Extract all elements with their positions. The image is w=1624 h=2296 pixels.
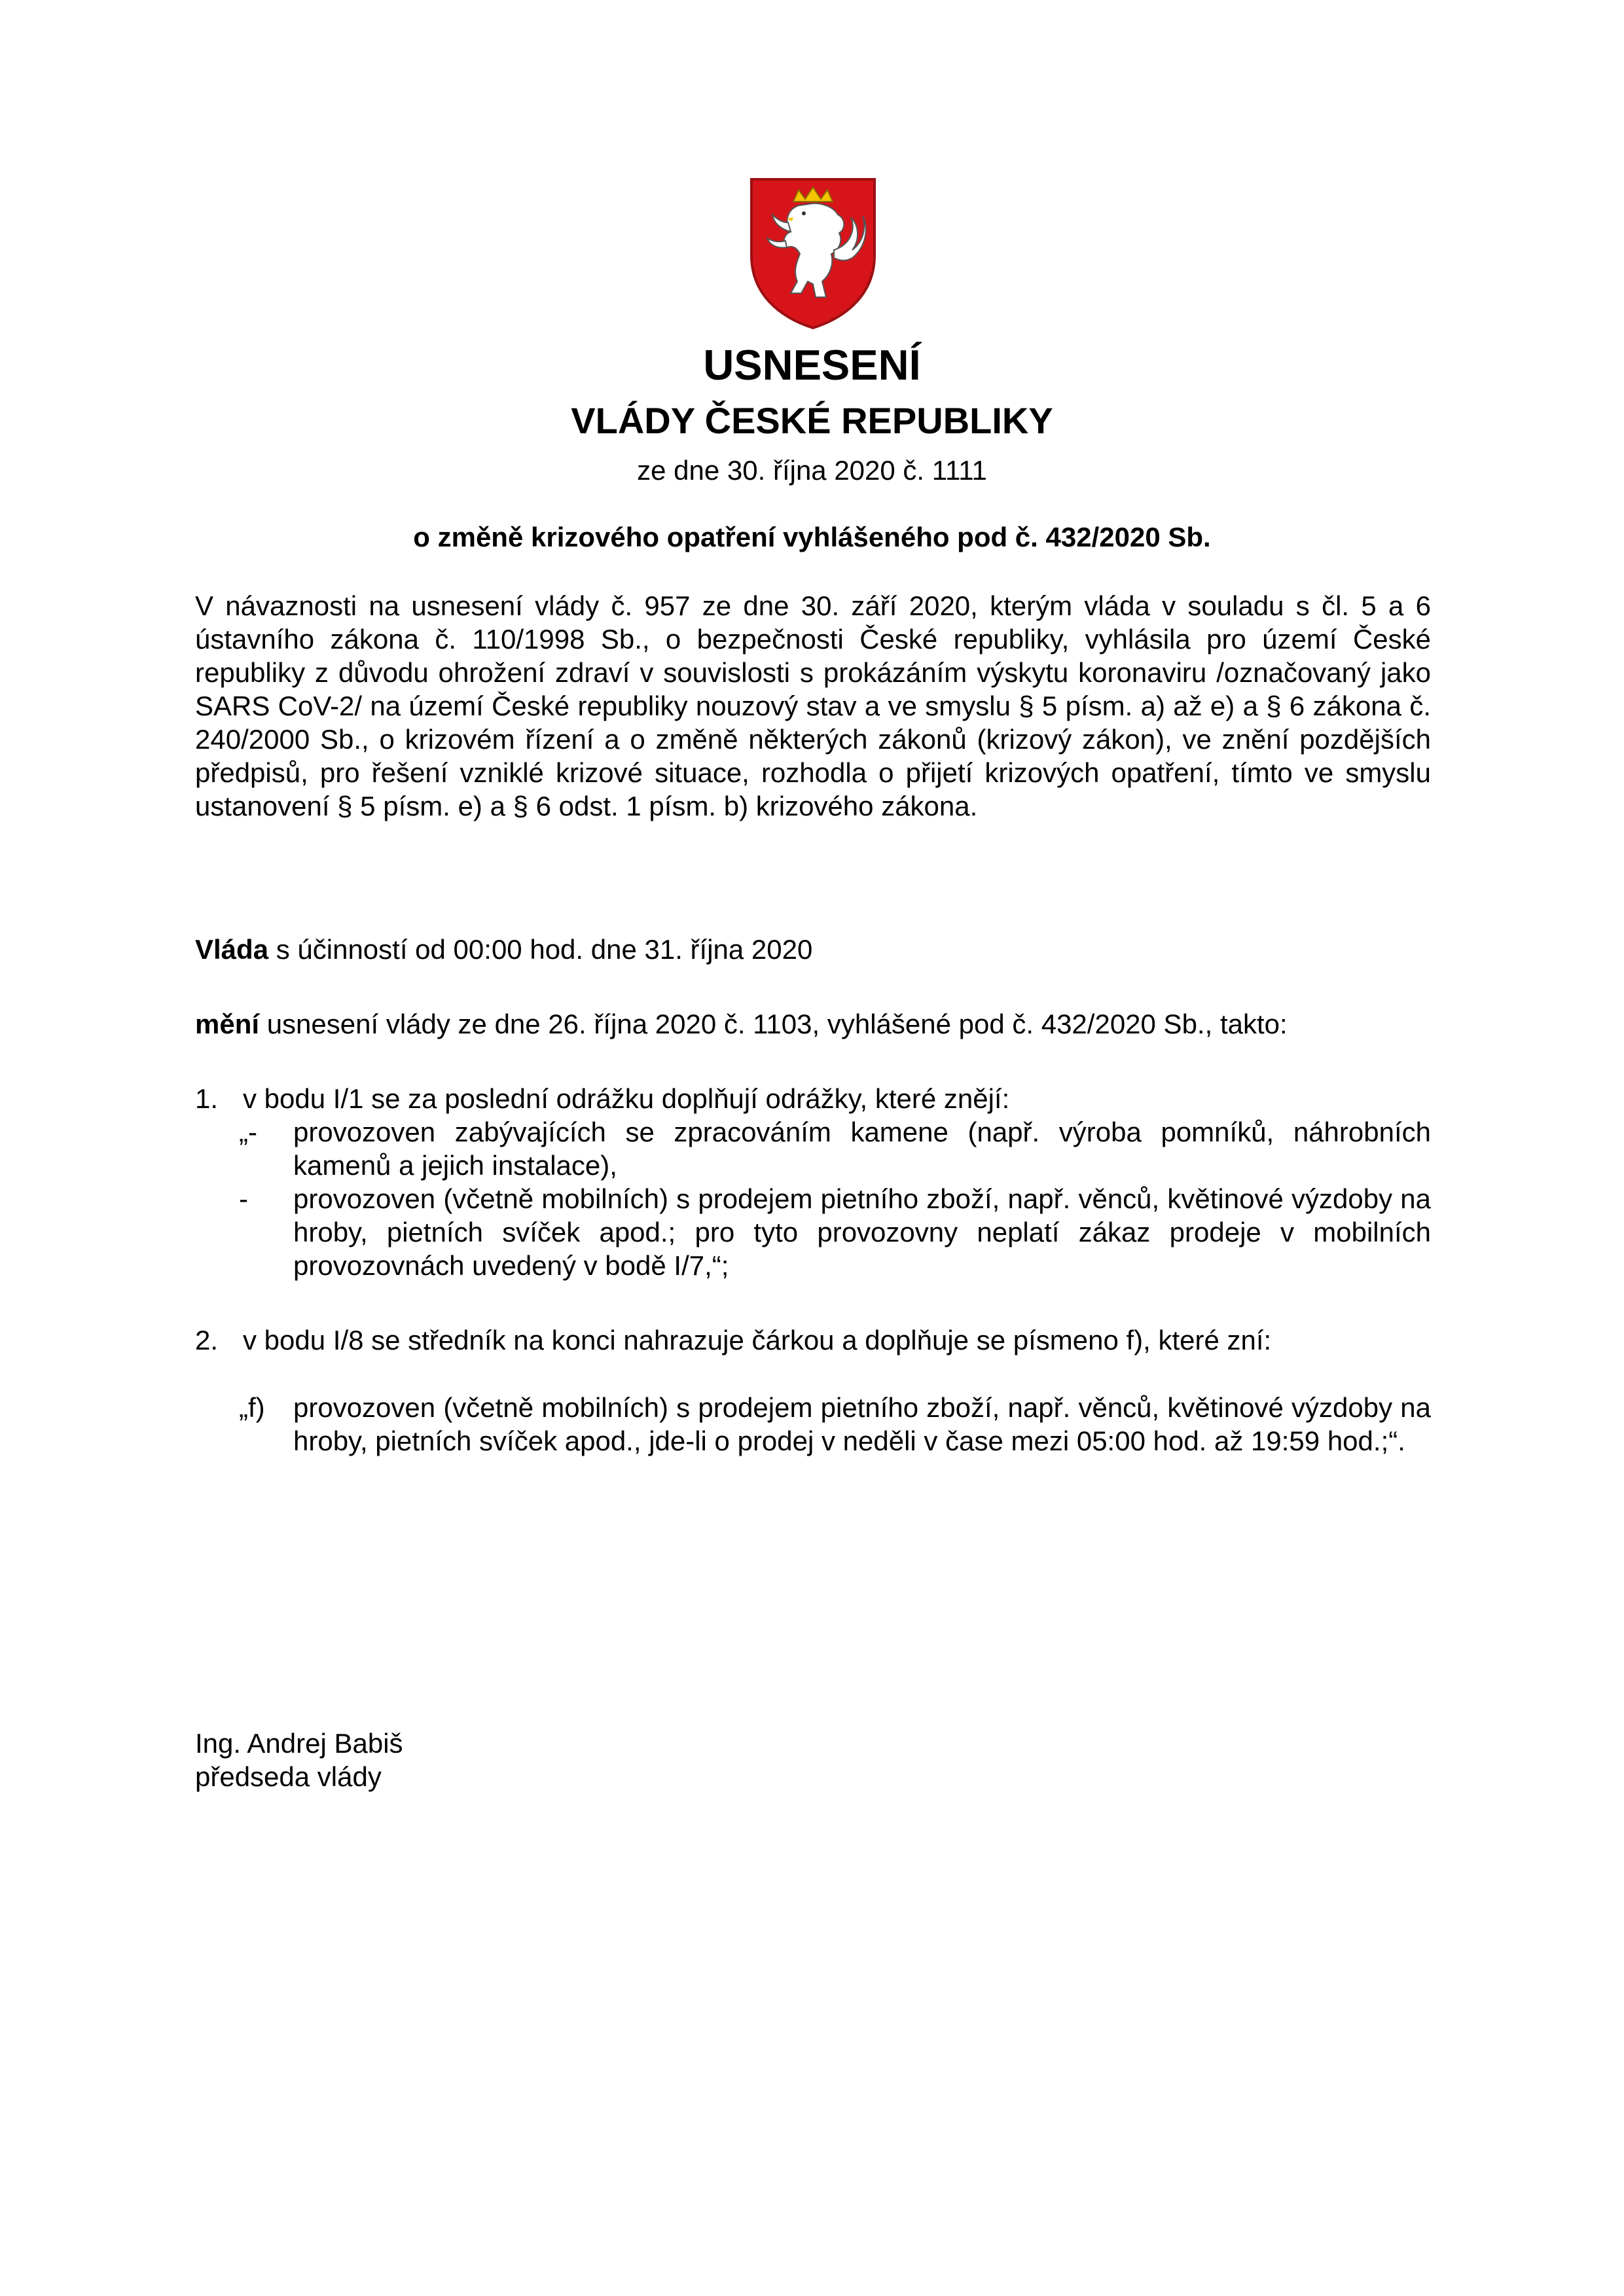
document-title: USNESENÍ (703, 341, 921, 389)
item-number: 1. (195, 1083, 219, 1114)
issuer-title: VLÁDY ČESKÉ REPUBLIKY (571, 400, 1053, 441)
sub-item-text: provozoven (včetně mobilních) s prodejem pietního zboží, např. věnců, květinové výzdoby na hroby, pietních svíček apod.; pro tyto provozovny neplatí zákaz prodeje v mobilních provozovnách uvedený v bodě I/7,“; (293, 1183, 1431, 1281)
signatory-name: Ing. Andrej Babiš (195, 1728, 403, 1759)
effective-statement (195, 933, 1431, 966)
sub-item-text: provozoven zabývajících se zpracováním kamene (např. výroba pomníků, náhrobních kamenů a jejich instalace), (293, 1117, 1431, 1181)
amendment-text: usnesení vlády ze dne 26. října 2020 č. 1103, vyhlášené pod č. 432/2020 Sb., takto: (259, 1009, 1288, 1039)
signature-block (195, 1727, 403, 1793)
sub-item-mark: - (239, 1183, 248, 1214)
sub-item-mark: „f) (239, 1392, 265, 1423)
amendment-statement (195, 1007, 1431, 1041)
sub-item-text: provozoven (včetně mobilních) s prodejem pietního zboží, např. věnců, květinové výzdoby na hroby, pietních svíček apod., jde-li o prodej v neděli v čase mezi 05:00 hod. až 19:59 hod.;“. (293, 1392, 1431, 1456)
item-number: 2. (195, 1325, 219, 1355)
item-text: v bodu I/8 se středník na konci nahrazuje čárkou a doplňuje se písmeno f), které zní: (243, 1325, 1272, 1355)
vlada-label: Vláda (195, 934, 269, 965)
signatory-role: předseda vlády (195, 1761, 382, 1792)
intro-paragraph: V návaznosti na usnesení vlády č. 957 ze dne 30. září 2020, kterým vláda v souladu s čl. 5 a 6 ústavního zákona č. 110/1998 Sb., o bezpečnosti České republiky, vyhlásila pro území České republiky z důvodu ohrožení zdraví v souvislosti s prokázáním výskytu koronaviru /označovaný jako SARS CoV-2/ na území České republiky nouzový stav a ve smyslu § 5 písm. a) až e) a § 6 zákona č. 240/2000 Sb., o krizovém řízení a o změně některých zákonů (krizový zákon), ve znění pozdějších předpisů, pro řešení vzniklé krizové situace, rozhodla o přijetí krizových opatření, tímto ve smyslu ustanovení § 5 písm. e) a § 6 odst. 1 písm. b) krizového zákona. (195, 590, 1431, 821)
resolution-subject: o změně krizového opatření vyhlášeného pod č. 432/2020 Sb. (413, 522, 1211, 552)
item-text: v bodu I/1 se za poslední odrážku doplňují odrážky, které znějí: (243, 1083, 1010, 1114)
meni-label: mění (195, 1009, 260, 1039)
resolution-date-number: ze dne 30. října 2020 č. 1111 (637, 455, 987, 486)
coat-of-arms-icon (748, 177, 878, 331)
effective-text: s účinností od 00:00 hod. dne 31. října 2020 (268, 934, 813, 965)
sub-item-mark: „- (239, 1117, 257, 1147)
